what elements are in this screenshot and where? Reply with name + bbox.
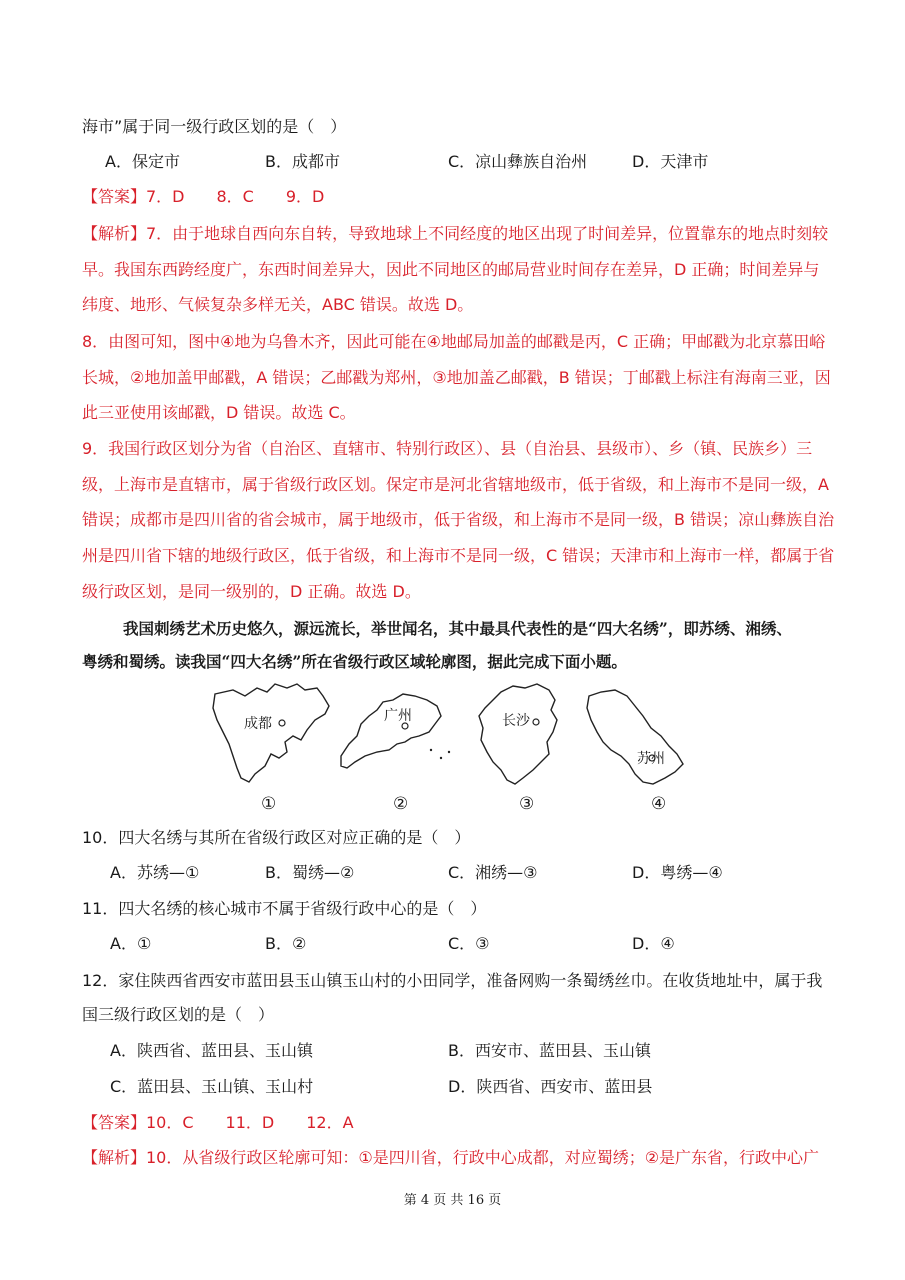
explain-7-line2: 早。我国东西跨经度广，东西时间差异大，因此不同地区的邮局营业时间存在差异，D 正确；时间差异与 (82, 260, 820, 279)
answer-7-9: 【答案】7．D 8．C 9．D (82, 187, 325, 206)
map-number-4: ④ (651, 794, 667, 814)
explain-9-line5: 级行政区划，是同一级别的，D 正确。故选 D。 (82, 582, 421, 601)
explain-8-line1: 8．由图可知，图中④地为乌鲁木齐，因此可能在④地邮局加盖的邮戳是丙，C 正确；甲邮戳为北京慕田峪 (82, 332, 826, 351)
hunan-outline (479, 684, 557, 784)
explain-8-line2: 长城，②地加盖甲邮戳，A 错误；乙邮戳为郑州，③地加盖乙邮戳，B 错误；丁邮戳上标注有海南三亚，因 (82, 368, 831, 387)
q10-option-b: B．蜀绣—② (265, 863, 355, 882)
explain-7-line3: 纬度、地形、气候复杂多样无关，ABC 错误。故选 D。 (82, 295, 474, 314)
explain-9-line4: 州是四川省下辖的地级行政区，低于省级，和上海市不是同一级，C 错误；天津市和上海市一样，都属于省 (82, 546, 835, 565)
guangdong-outline (341, 694, 441, 768)
q12-option-b: B．西安市、蓝田县、玉山镇 (448, 1041, 651, 1060)
material-line1: 我国刺绣艺术历史悠久，源远流长，举世闻名，其中最具代表性的是“四大名绣”，即苏绣、湘绣、 (123, 619, 792, 638)
map-label-guangzhou: 广州 (384, 708, 412, 724)
q10-option-a: A．苏绣—① (110, 863, 200, 882)
province-outline-maps (205, 680, 705, 815)
q12-option-d: D．陕西省、西安市、蓝田县 (448, 1077, 653, 1096)
q9-option-b: B．成都市 (265, 152, 340, 171)
q11-option-c: C．③ (448, 934, 490, 953)
guangdong-island-3 (448, 751, 450, 753)
q10-option-d: D．粤绣—④ (632, 863, 723, 882)
q11-stem: 11．四大名绣的核心城市不属于省级行政中心的是（ ） (82, 899, 487, 918)
explain-8-line3: 此三亚使用该邮戳，D 错误。故选 C。 (82, 403, 356, 422)
answer-10-12: 【答案】10．C 11．D 12．A (82, 1113, 354, 1132)
q12-stem-line1: 12．家住陕西省西安市蓝田县玉山镇玉山村的小田同学，准备网购一条蜀绣丝巾。在收货地址中，属于我 (82, 971, 823, 990)
explain-9-line3: 错误；成都市是四川省的省会城市，属于地级市，低于省级，和上海市不是同一级，B 错误；凉山彝族自治 (82, 510, 835, 529)
explain-7-line1: 【解析】7．由于地球自西向东自转，导致地球上不同经度的地区出现了时间差异，位置靠东的地点时刻较 (82, 224, 829, 243)
q12-stem-line2: 国三级行政区划的是（ ） (82, 1005, 275, 1024)
chengdu-dot (279, 720, 285, 726)
q9-stem-tail: 海市”属于同一级行政区划的是（ ） (82, 117, 347, 136)
map-label-chengdu: 成都 (244, 716, 272, 732)
q11-option-b: B．② (265, 934, 307, 953)
q9-option-d: D．天津市 (632, 152, 709, 171)
q9-option-c: C．凉山彝族自治州 (448, 152, 588, 171)
map-number-3: ③ (519, 794, 535, 814)
q10-option-c: C．湘绣—③ (448, 863, 538, 882)
guangdong-island-2 (440, 757, 442, 759)
page-footer: 第 4 页 共 16 页 (403, 1193, 502, 1208)
changsha-dot (533, 719, 539, 725)
material-line2: 粤绣和蜀绣。读我国“四大名绣”所在省级行政区域轮廓图，据此完成下面小题。 (82, 652, 627, 671)
explain-10-line1: 【解析】10．从省级行政区轮廓可知：①是四川省，行政中心成都，对应蜀绣；②是广东省，行政中心广 (82, 1148, 820, 1167)
map-label-suzhou: 苏州 (637, 751, 665, 767)
map-number-2: ② (393, 794, 409, 814)
q10-stem: 10．四大名绣与其所在省级行政区对应正确的是（ ） (82, 828, 471, 847)
explain-9-line2: 级，上海市是直辖市，属于省级行政区划。保定市是河北省辖地级市，低于省级，和上海市不是同一级，A (82, 475, 829, 494)
q12-option-a: A．陕西省、蓝田县、玉山镇 (110, 1041, 313, 1060)
map-number-1: ① (261, 794, 277, 814)
q9-option-a: A．保定市 (105, 152, 180, 171)
guangdong-island-1 (430, 749, 432, 751)
sichuan-outline (213, 684, 329, 782)
q11-option-d: D．④ (632, 934, 675, 953)
q12-option-c: C．蓝田县、玉山镇、玉山村 (110, 1077, 314, 1096)
map-label-changsha: 长沙 (502, 713, 530, 729)
explain-9-line1: 9．我国行政区划分为省（自治区、直辖市、特别行政区）、县（自治县、县级市）、乡（镇、民族乡）三 (82, 439, 813, 458)
q11-option-a: A．① (110, 934, 152, 953)
jiangsu-outline (587, 690, 683, 784)
